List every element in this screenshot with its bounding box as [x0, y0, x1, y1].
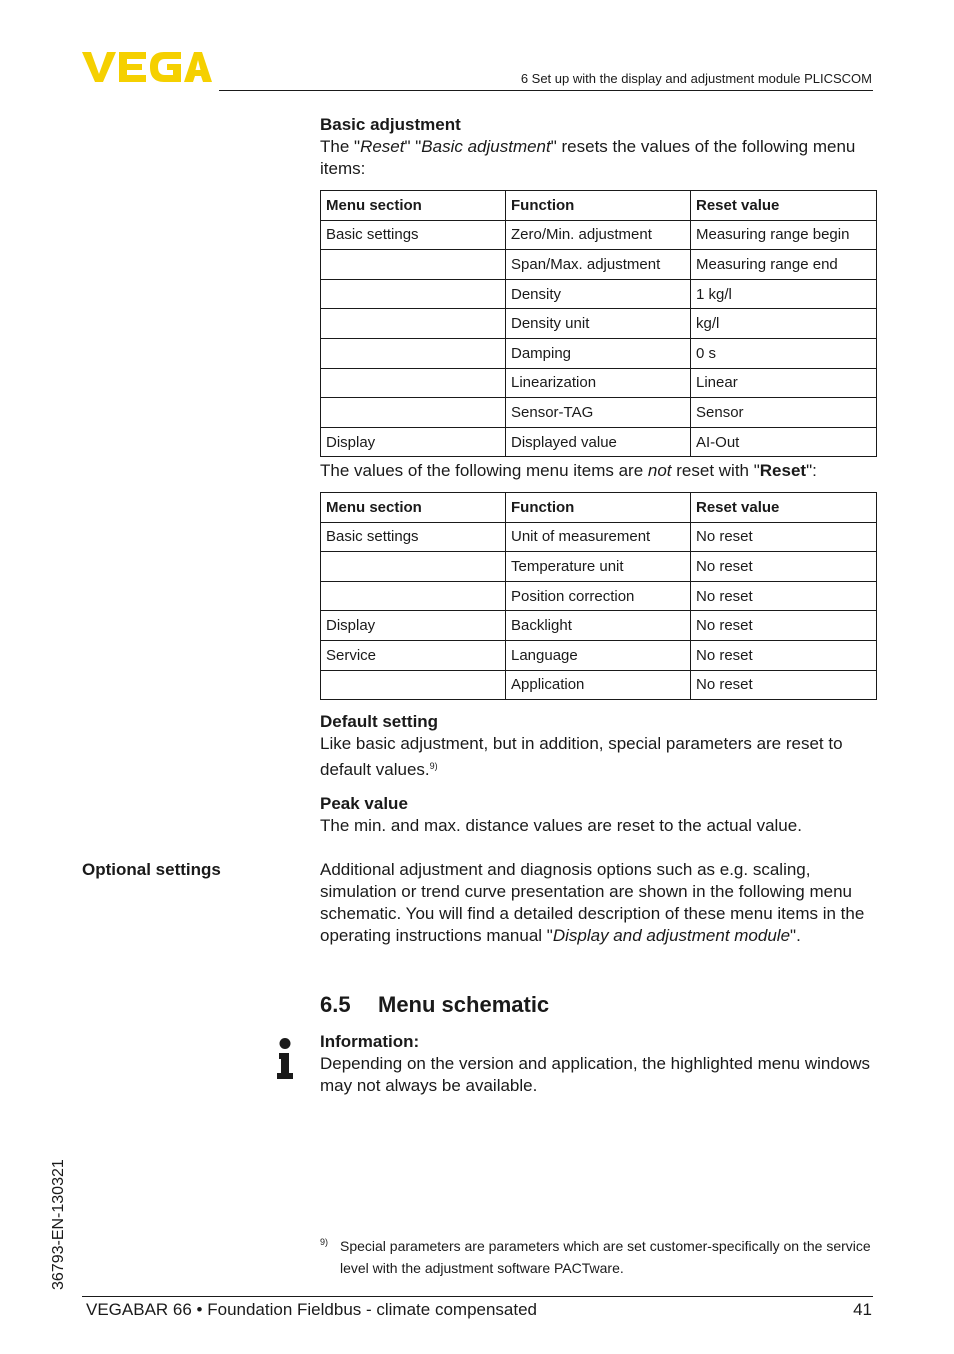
column-header: Function — [506, 493, 691, 523]
optional-settings-heading: Optional settings — [82, 860, 221, 879]
column-header: Reset value — [691, 493, 877, 523]
table-cell: No reset — [691, 522, 877, 552]
section-title: Menu schematic — [378, 992, 550, 1017]
basic-adjustment-heading: Basic adjustment — [320, 115, 461, 134]
default-setting-heading: Default setting — [320, 712, 439, 731]
table-cell: Application — [506, 670, 691, 700]
footer-rule — [82, 1296, 873, 1297]
info-icon — [276, 1038, 294, 1080]
section-heading — [320, 991, 549, 1019]
default-setting-text: Like basic adjustment, but in addition, special parameters are reset to default values.$^{9)}$ — [320, 734, 843, 779]
table-cell: 0 s — [691, 338, 877, 368]
header-section-ref: 6 Set up with the display and adjustment module PLICSCOM — [520, 71, 872, 86]
table-cell: No reset — [691, 640, 877, 670]
table-row — [321, 670, 877, 700]
table-cell: Sensor-TAG — [506, 398, 691, 428]
table-cell: Measuring range end — [691, 250, 877, 280]
column-header: Reset value — [691, 191, 877, 221]
footnote — [320, 1235, 876, 1279]
table-cell — [321, 279, 506, 309]
reset-table — [320, 190, 877, 457]
table-cell — [321, 552, 506, 582]
optional-settings-text: Additional adjustment and diagnosis options such as e.g. scaling, simulation or trend curve presentation are shown in the following menu schematic. You will find a detailed description of these menu items in the operating instructions manual "Display and adjustment module". — [320, 860, 865, 945]
table-cell: Basic settings — [321, 220, 506, 250]
table-cell — [321, 338, 506, 368]
table-cell: Displayed value — [506, 427, 691, 457]
table-cell: Zero/Min. adjustment — [506, 220, 691, 250]
not-reset-intro: The values of the following menu items are not reset with "Reset": — [320, 461, 817, 480]
table-cell: Linear — [691, 368, 877, 398]
table-row — [321, 522, 877, 552]
table-row — [321, 640, 877, 670]
table-cell: AI-Out — [691, 427, 877, 457]
table-cell — [321, 670, 506, 700]
table-cell: Display — [321, 427, 506, 457]
header-rule — [219, 90, 873, 91]
table-cell: Linearization — [506, 368, 691, 398]
column-header: Function — [506, 191, 691, 221]
table-row — [321, 279, 877, 309]
table-row — [321, 427, 877, 457]
table-row — [321, 398, 877, 428]
footnote-ref: 9) — [429, 761, 438, 771]
table-header-row — [321, 191, 877, 221]
table-cell: Measuring range begin — [691, 220, 877, 250]
not-reset-table — [320, 492, 877, 700]
table-cell: No reset — [691, 670, 877, 700]
table-cell: 1 kg/l — [691, 279, 877, 309]
table-cell: Span/Max. adjustment — [506, 250, 691, 280]
peak-value-text: The min. and max. distance values are reset to the actual value. — [320, 816, 802, 835]
table-cell — [321, 398, 506, 428]
table-cell — [321, 309, 506, 339]
table-cell: kg/l — [691, 309, 877, 339]
table-cell — [321, 250, 506, 280]
table-cell: Display — [321, 611, 506, 641]
information-text: Depending on the version and application, the highlighted menu windows may not always be available. — [320, 1054, 871, 1095]
table-cell: Basic settings — [321, 522, 506, 552]
table-cell: No reset — [691, 581, 877, 611]
table-cell — [321, 368, 506, 398]
table-row — [321, 250, 877, 280]
table-cell: Position correction — [506, 581, 691, 611]
table-cell: No reset — [691, 552, 877, 582]
table-cell: Density — [506, 279, 691, 309]
table-row — [321, 581, 877, 611]
table-row — [321, 220, 877, 250]
footnote-mark: 9) — [320, 1237, 329, 1247]
table-cell: Temperature unit — [506, 552, 691, 582]
table-cell: Density unit — [506, 309, 691, 339]
column-header: Menu section — [321, 191, 506, 221]
table-row — [321, 611, 877, 641]
page-number: 41 — [853, 1300, 872, 1319]
information-heading: Information: — [320, 1032, 420, 1051]
table-cell: No reset — [691, 611, 877, 641]
basic-adjustment-intro: The "Reset" "Basic adjustment" resets the values of the following menu items: — [320, 137, 856, 178]
column-header: Menu section — [321, 493, 506, 523]
footer-doc-title: VEGABAR 66 • Foundation Fieldbus - climate compensated — [86, 1300, 538, 1319]
document-id: 36793-EN-130321 — [50, 1159, 67, 1290]
footnote-text: Special parameters are parameters which are set customer-specifically on the service level with the adjustment software PACTware. — [340, 1238, 871, 1276]
table-row — [321, 552, 877, 582]
table-header-row — [321, 493, 877, 523]
table-cell: Language — [506, 640, 691, 670]
table-row — [321, 368, 877, 398]
table-cell: Backlight — [506, 611, 691, 641]
table-cell: Service — [321, 640, 506, 670]
table-cell: Damping — [506, 338, 691, 368]
section-number: 6.5 — [320, 992, 351, 1017]
table-cell: Sensor — [691, 398, 877, 428]
table-cell — [321, 581, 506, 611]
table-cell: Unit of measurement — [506, 522, 691, 552]
peak-value-heading: Peak value — [320, 794, 408, 813]
table-row — [321, 338, 877, 368]
vega-logo — [82, 50, 212, 84]
table-row — [321, 309, 877, 339]
